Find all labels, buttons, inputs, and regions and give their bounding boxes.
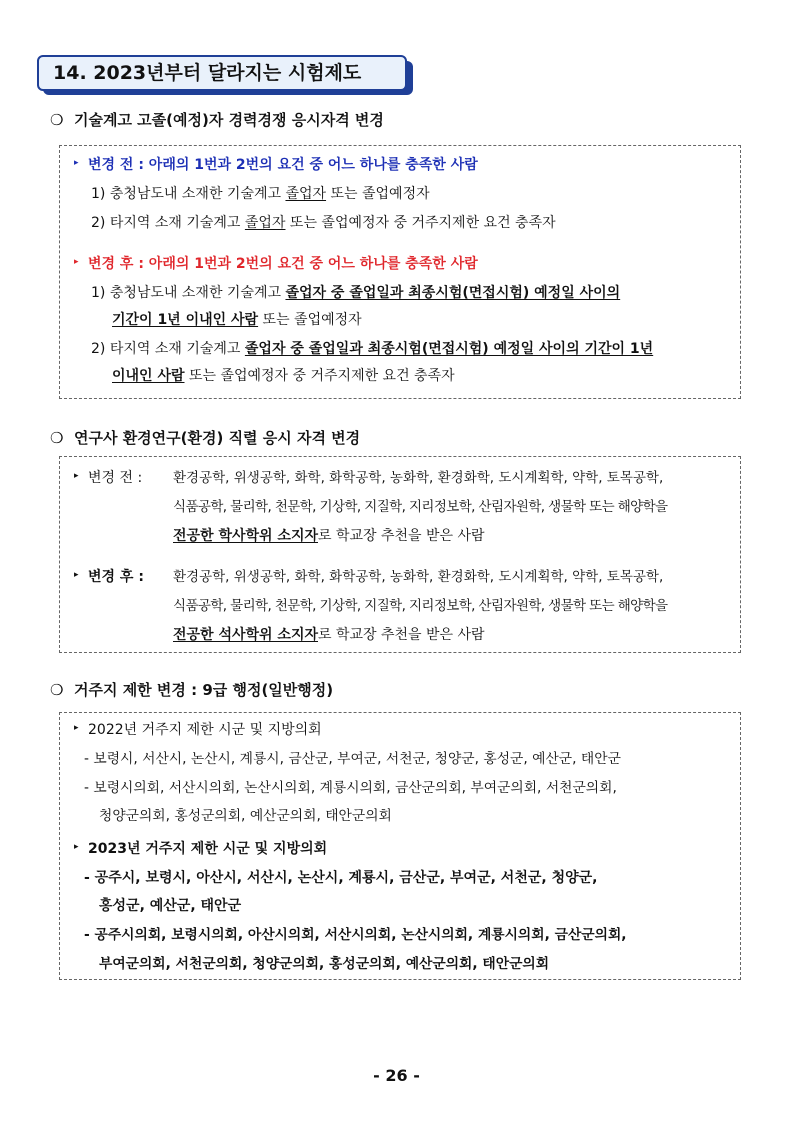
s2-after-line-2: 식품공학, 물리학, 천문학, 기상학, 지질학, 지리정보학, 산림자원학, 생물학 또는 해양학을: [173, 598, 668, 614]
circle-bullet-icon: ❍: [50, 429, 64, 447]
s2-before-line-2: 식품공학, 물리학, 천문학, 기상학, 지질학, 지리정보학, 산림자원학, 생물학 또는 해양학을: [173, 499, 668, 515]
s1-after-item-2-cont: 이내인 사람 또는 졸업예정자 중 거주지제한 요건 충족자: [112, 368, 455, 384]
s2-after-label: ▸ 변경 후 :: [74, 567, 144, 587]
triangle-bullet-icon: ▸: [74, 257, 79, 267]
title-banner: [37, 55, 415, 97]
section-3-box: [59, 712, 741, 980]
page-title: 14. 2023년부터 달라지는 시험제도: [37, 55, 407, 91]
circle-bullet-icon: ❍: [50, 681, 64, 699]
s3-2023-label: ▸ 2023년 거주지 제한 시군 및 지방의회: [74, 839, 327, 859]
s1-after-item-1: 1) 충청남도내 소재한 기술계고 졸업자 중 졸업일과 최종시험(면접시험) 예정일 사이의: [91, 285, 621, 301]
s3-2022-councils-2: 청양군의회, 홍성군의회, 예산군의회, 태안군의회: [99, 808, 392, 824]
triangle-bullet-icon: ▸: [74, 842, 79, 852]
s1-after-item-2: 2) 타지역 소재 기술계고 졸업자 중 졸업일과 최종시험(면접시험) 예정일 사이의 기간이 1년: [91, 341, 654, 357]
s1-before-item-2: 2) 타지역 소재 기술계고 졸업자 또는 졸업예정자 중 거주지제한 요건 충족자: [91, 215, 556, 231]
triangle-bullet-icon: ▸: [74, 158, 79, 168]
triangle-bullet-icon: ▸: [74, 471, 79, 481]
section-3-heading: ❍ 거주지 제한 변경 : 9급 행정(일반행정): [50, 681, 334, 699]
section-1-heading: ❍ 기술계고 고졸(예정)자 경력경쟁 응시자격 변경: [50, 111, 384, 129]
s2-before-label: ▸ 변경 전 :: [74, 468, 142, 488]
s3-2023-counties-2: 홍성군, 예산군, 태안군: [99, 898, 242, 914]
s1-after-item-1-cont: 기간이 1년 이내인 사람 또는 졸업예정자: [112, 312, 362, 328]
s3-2022-label: ▸ 2022년 거주지 제한 시군 및 지방의회: [74, 720, 322, 740]
section-2-heading: ❍ 연구사 환경연구(환경) 직렬 응시 자격 변경: [50, 429, 361, 447]
s2-before-line-1: 환경공학, 위생공학, 화학, 화학공학, 농화학, 환경화학, 도시계획학, 약학, 토목공학,: [173, 470, 664, 486]
s2-after-line-3: 전공한 석사학위 소지자로 학교장 추천을 받은 사람: [173, 627, 485, 643]
triangle-bullet-icon: ▸: [74, 723, 79, 733]
s3-2023-councils-2: 부여군의회, 서천군의회, 청양군의회, 홍성군의회, 예산군의회, 태안군의회: [99, 956, 550, 972]
s3-2023-counties-1: - 공주시, 보령시, 아산시, 서산시, 논산시, 계룡시, 금산군, 부여군, 서천군, 청양군,: [84, 870, 598, 886]
s3-2022-counties: - 보령시, 서산시, 논산시, 계룡시, 금산군, 부여군, 서천군, 청양군, 홍성군, 예산군, 태안군: [84, 751, 621, 767]
s1-after-label: ▸ 변경 후 : 아래의 1번과 2번의 요건 중 어느 하나를 충족한 사람: [74, 254, 478, 274]
section-1-box: [59, 145, 741, 399]
s1-before-label: ▸ 변경 전 : 아래의 1번과 2번의 요건 중 어느 하나를 충족한 사람: [74, 155, 478, 175]
page-number: - 26 -: [373, 1066, 420, 1085]
s2-before-line-3: 전공한 학사학위 소지자로 학교장 추천을 받은 사람: [173, 528, 485, 544]
triangle-bullet-icon: ▸: [74, 570, 79, 580]
s3-2023-councils-1: - 공주시의회, 보령시의회, 아산시의회, 서산시의회, 논산시의회, 계룡시의회, 금산군의회,: [84, 927, 627, 943]
s2-after-line-1: 환경공학, 위생공학, 화학, 화학공학, 농화학, 환경화학, 도시계획학, 약학, 토목공학,: [173, 569, 664, 585]
s3-2022-councils-1: - 보령시의회, 서산시의회, 논산시의회, 계룡시의회, 금산군의회, 부여군의회, 서천군의회,: [84, 780, 617, 796]
s1-before-item-1: 1) 충청남도내 소재한 기술계고 졸업자 또는 졸업예정자: [91, 186, 430, 202]
section-2-box: [59, 456, 741, 653]
circle-bullet-icon: ❍: [50, 111, 64, 129]
